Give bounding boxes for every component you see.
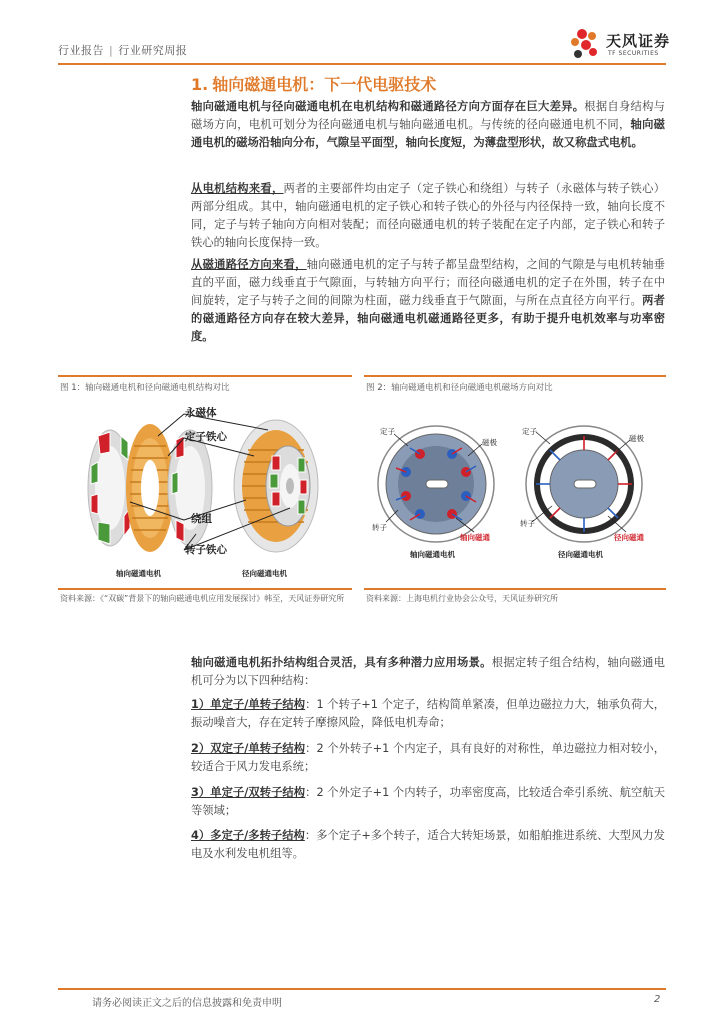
figure2-title: 图 2：轴向磁通电机和径向磁通电机磁场方向对比 <box>366 383 553 393</box>
list-item: 2）双定子/单转子结构：2 个外转子+1 个内定子，具有良好的对称性，单边磁拉力相对较小，较适合于风力发电系统； <box>191 742 665 773</box>
label-pole-radial: 磁极 <box>629 434 644 443</box>
header-divider <box>58 63 666 65</box>
company-logo <box>566 26 676 62</box>
paragraph-topology: 轴向磁通电机拓扑结构组合灵活，具有多种潜力应用场景。根据定转子组合结构，轴向磁通电机可分为以下四种结构： <box>191 656 665 687</box>
label-axial-flux: 轴向磁通 <box>460 533 490 542</box>
paragraph-intro: 轴向磁通电机与径向磁通电机在电机结构和磁通路径方向方面存在巨大差异。根据自身结构与磁场方向，电机可划分为径向磁通电机与轴向磁通电机。与传统的径向磁通电机不同，轴向磁通电机的磁场沿轴向分布，气隙呈平面型，轴向长度短，为薄盘型形状，故又称盘式电机。 <box>191 100 665 149</box>
logo-name-en: TF SECURITIES <box>608 50 659 57</box>
figure2-source: 资料来源：上海电机行业协会公众号，天风证券研究所 <box>366 594 558 603</box>
figure1-bottom-rule <box>58 588 352 590</box>
figure1-top-rule <box>58 375 352 377</box>
list-item: 4）多定子/多转子结构：多个定子+多个转子，适合大转矩场景，如船舶推进系统、大型风力发电及水利发电机组等。 <box>191 829 665 860</box>
label-stator-axial: 定子 <box>380 427 395 436</box>
motor-structure-illustration <box>58 396 352 586</box>
figure2-top-rule <box>364 375 666 377</box>
list-item: 1）单定子/单转子结构：1 个转子+1 个定子，结构简单紧凑，但单边磁拉力大，轴承负荷大，振动噪音大，存在定转子摩擦风险，降低电机寿命； <box>191 698 665 729</box>
label-rotor-axial: 转子 <box>372 523 387 532</box>
label-magnet: 永磁体 <box>185 407 217 419</box>
logo-mark-icon <box>566 26 606 62</box>
report-type: 行业报告 | 行业研究周报 <box>58 44 188 57</box>
footer-divider <box>58 988 666 990</box>
caption-radial-motor: 径向磁通电机 <box>242 569 287 578</box>
figure1-diagram <box>58 396 352 586</box>
label-stator-radial: 定子 <box>522 427 537 436</box>
label-radial-flux: 径向磁通 <box>614 533 644 542</box>
figure2-bottom-rule <box>364 588 666 590</box>
list-item: 3）单定子/双转子结构：2 个外定子+1 个内转子，功率密度高，比较适合牵引系统、航空航天等领域； <box>191 786 665 817</box>
radial-motor-drawing <box>234 420 318 552</box>
page-number: 2 <box>654 994 661 1005</box>
paragraph-flux-path: 从磁通路径方向来看，轴向磁通电机的定子与转子都呈盘型结构，之间的气隙是与电机转轴垂直的平面，磁力线垂直于气隙面，与转轴方向平行；而径向磁通电机的定子在外围，转子在中间旋转，定子与转子之间的间隙为柱面，磁力线垂直于气隙面，与所在点直径方向平行。两者的磁通路径方向存在较大差异，轴向磁通电机磁通路径更多，有助于提升电机效率与功率密度。 <box>191 258 665 343</box>
label-rotor-core: 转子铁心 <box>185 544 227 556</box>
logo-name-cn: 天风证券 <box>606 32 671 50</box>
caption-axial-flux-motor: 轴向磁通电机 <box>410 550 455 559</box>
label-pole-axial: 磁极 <box>482 438 497 447</box>
caption-axial-motor: 轴向磁通电机 <box>116 569 161 578</box>
axial-flux-drawing <box>378 426 494 542</box>
figure1-source: 资料来源：《“双碳”背景下的轴向磁通电机应用发展探讨》帏至，天风证券研究所 <box>60 594 345 603</box>
paragraph-structure: 从电机结构来看，两者的主要部件均由定子（定子铁心和绕组）与转子（永磁体与转子铁心）两部分组成。其中，轴向磁通电机的定子铁心和转子铁心的外径与内径保持一致，轴向长度不同，定子与转子轴向方向相对装配；而径向磁通电机的转子装配在定子内部，定子铁心和转子铁心的轴向长度保持一致。 <box>191 182 665 249</box>
section-title: 1. 轴向磁通电机：下一代电驱技术 <box>191 75 437 94</box>
radial-flux-drawing <box>526 426 642 542</box>
label-rotor-radial: 转子 <box>520 519 535 528</box>
figure2-diagram <box>364 396 666 586</box>
caption-radial-flux-motor: 径向磁通电机 <box>558 550 603 559</box>
label-winding: 绕组 <box>191 513 212 525</box>
label-stator-core: 定子铁心 <box>185 431 227 443</box>
figure1-title: 图 1：轴向磁通电机和径向磁通电机结构对比 <box>60 383 230 393</box>
disclaimer-link[interactable]: 请务必阅读正文之后的信息披露和免责申明 <box>92 998 282 1009</box>
